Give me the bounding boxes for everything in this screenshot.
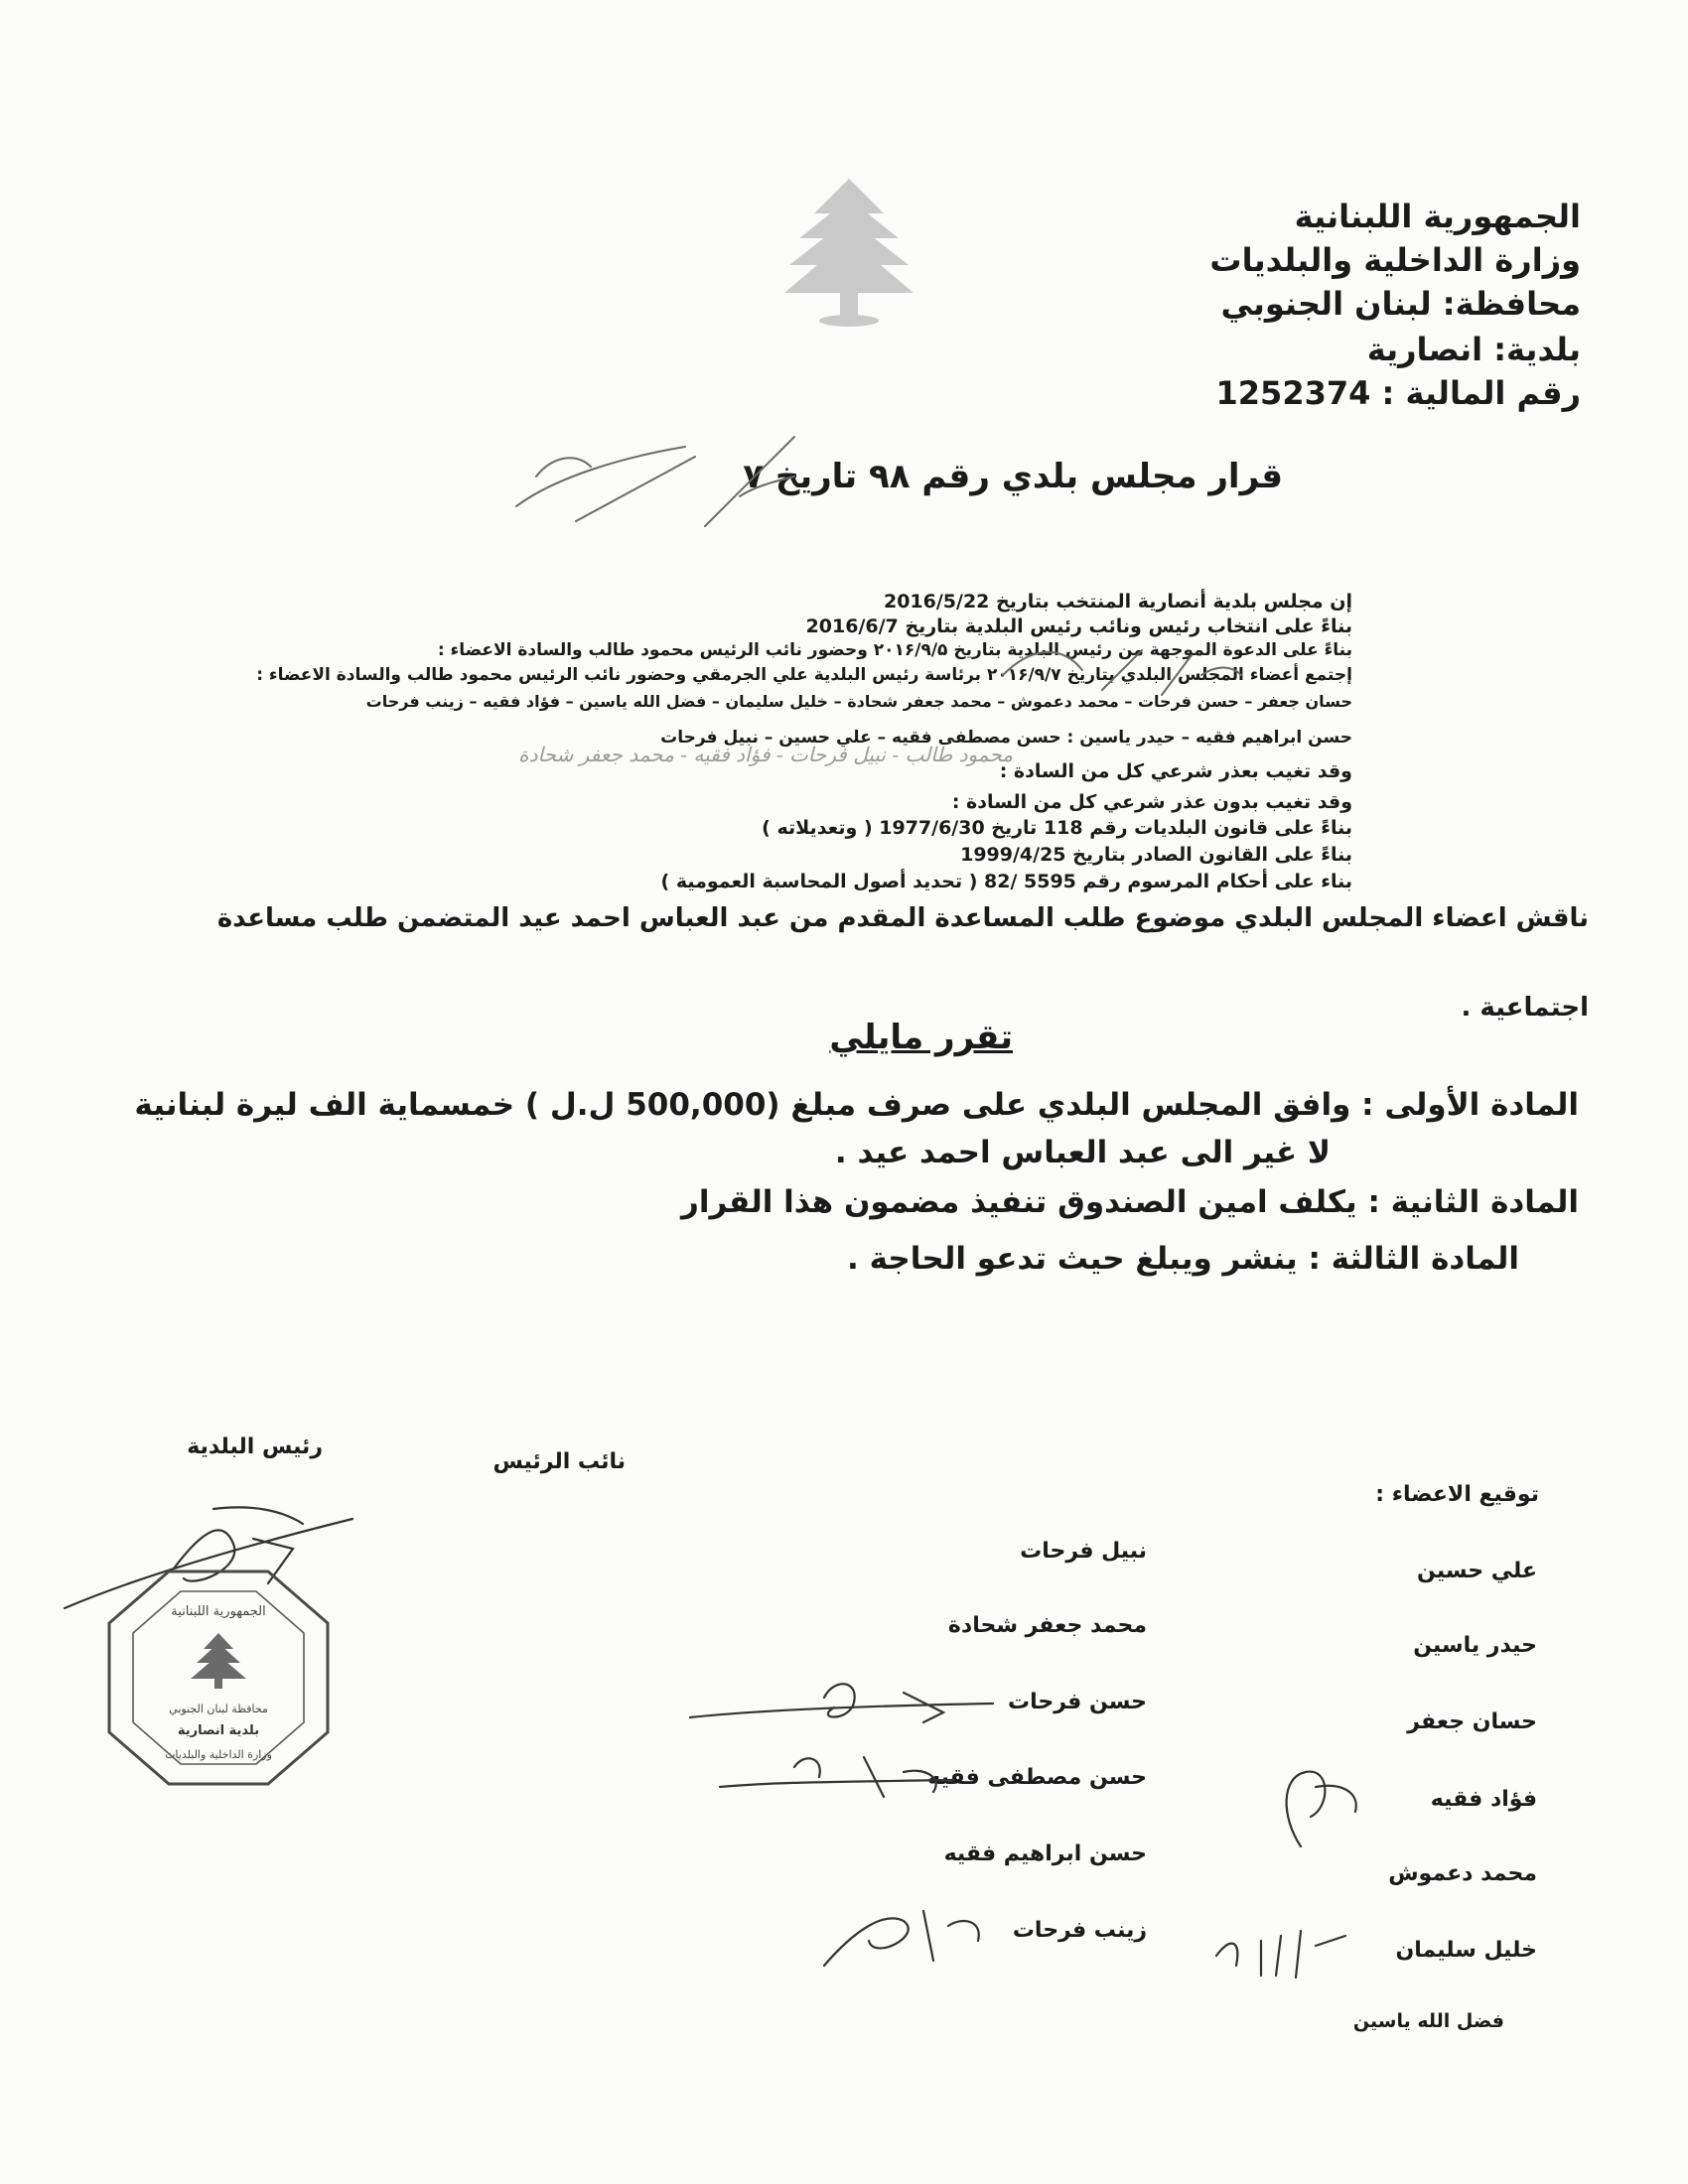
cedar-emblem-icon xyxy=(774,174,923,333)
signature-khalil-suleiman xyxy=(1206,1916,1365,1985)
signature-zainab-farhat xyxy=(814,1891,1003,1980)
member-name-left-2: محمد جعفر شحادة xyxy=(947,1613,1147,1638)
signature-hassan-mustafa xyxy=(715,1742,963,1812)
member-name-left-5: حسن ابراهيم فقيه xyxy=(943,1842,1147,1866)
preamble-line-5: حسان جعفر – حسن فرحات – محمد دعموش – محمد جعفر شحادة – خليل سليمان – فضل الله ياسين – فؤاد فقيه – زينب فرحات xyxy=(365,692,1352,711)
stamp-ministry-text: وزارة الداخلية والبلديات xyxy=(165,1748,272,1761)
article-second: المادة الثانية : يكلف امين الصندوق تنفيذ مضمون هذا القرار xyxy=(681,1184,1579,1220)
preamble-line-10: بناءً على القانون الصادر بتاريخ 1999/4/25 xyxy=(960,844,1352,866)
discussion-line-2: اجتماعية . xyxy=(1461,993,1589,1023)
preamble-line-6: حسن ابراهيم فقيه – حيدر ياسين : حسن مصطفى فقيه – علي حسين – نبيل فرحات xyxy=(660,728,1352,748)
preamble-line-8: وقد تغيب بدون عذر شرعي كل من السادة : xyxy=(951,791,1352,813)
preamble-line-2: بناءً على انتخاب رئيس ونائب رئيس البلدية بتاريخ 2016/6/7 xyxy=(805,615,1352,637)
signature-hassan-farhat xyxy=(685,1668,1003,1737)
stamp-seal-icon xyxy=(99,1564,338,1792)
preamble-line-11: بناء على أحكام المرسوم رقم 5595 /82 ( تحديد أصول المحاسبة العمومية ) xyxy=(660,871,1352,892)
header-republic: الجمهورية اللبنانية xyxy=(1294,198,1581,235)
handwritten-title-date xyxy=(496,417,814,536)
stamp-municipality-text: بلدية انصارية xyxy=(177,1723,260,1738)
preamble-line-3: بناءً على الدعوة الموجهة من رئيس البلدية بتاريخ ۲۰۱۶/۹/۵ وحضور نائب الرئيس محمود طالب والسادة الاعضاء : xyxy=(437,640,1352,660)
article-first: المادة الأولى : وافق المجلس البلدي على صرف مبلغ (500,000 ل.ل ) خمسماية الف ليرة لبنانية xyxy=(134,1087,1579,1123)
header-ministry: وزارة الداخلية والبلديات xyxy=(1209,241,1581,279)
members-label: توقيع الاعضاء : xyxy=(1375,1482,1539,1507)
signature-fouad-faqih xyxy=(1261,1757,1370,1856)
member-name-right-3: حسان جعفر xyxy=(1407,1709,1537,1734)
member-name-left-4: حسن مصطفى فقيه xyxy=(927,1765,1147,1790)
preamble-line-4: إجتمع أعضاء المجلس البلدي بتاريخ ۲۰۱۶/۹/۷ برئاسة رئيس البلدية علي الجرمقي وحضور نائب الرئيس محمود طالب والسادة الاعضاء : xyxy=(256,665,1352,685)
member-name-left-3: حسن فرحات xyxy=(1007,1690,1147,1714)
handwritten-absent-names: محمود طالب - نبيل فرحات - فؤاد فقيه - محمد جعفر شحادة xyxy=(518,743,1013,766)
preamble-line-1: إن مجلس بلدية أنصارية المنتخب بتاريخ 2016/5/22 xyxy=(883,591,1352,613)
decides-heading: تقرر مايلي xyxy=(829,1018,1013,1057)
member-name-right-2: حيدر ياسين xyxy=(1413,1633,1537,1658)
stamp-governorate-text: محافظة لبنان الجنوبي xyxy=(169,1703,268,1715)
member-name-left-1: نبيل فرحات xyxy=(1020,1539,1147,1564)
stamp-republic-text: الجمهورية اللبنانية xyxy=(171,1604,266,1619)
mayor-label: رئيس البلدية xyxy=(187,1434,323,1459)
member-name-right-7: فضل الله ياسين xyxy=(1352,2010,1504,2032)
deputy-label: نائب الرئيس xyxy=(492,1449,626,1474)
member-name-right-1: علي حسين xyxy=(1417,1559,1537,1583)
header-finance-number: رقم المالية : 1252374 xyxy=(1215,374,1581,412)
header-governorate: محافظة: لبنان الجنوبي xyxy=(1220,285,1581,323)
member-name-left-6: زينب فرحات xyxy=(1012,1918,1147,1943)
handwritten-body-date xyxy=(993,635,1251,715)
header-municipality: بلدية: انصارية xyxy=(1366,331,1581,368)
preamble-line-9: بناءً على قانون البلديات رقم 118 تاريخ 1977/6/30 ( وتعديلاته ) xyxy=(762,817,1352,839)
discussion-line-1: ناقش اعضاء المجلس البلدي موضوع طلب المساعدة المقدم من عبد العباس احمد عيد المتضمن طلب مساعدة xyxy=(216,903,1589,933)
member-name-right-6: خليل سليمان xyxy=(1395,1938,1537,1963)
decision-title: قرار مجلس بلدي رقم ۹۸ تاريخ ۷ xyxy=(743,457,1283,496)
member-name-right-5: محمد دعموش xyxy=(1388,1861,1537,1886)
preamble-line-7: وقد تغيب بعذر شرعي كل من السادة : xyxy=(999,760,1352,782)
article-third: المادة الثالثة : ينشر ويبلغ حيث تدعو الحاجة . xyxy=(847,1241,1519,1277)
member-name-right-4: فؤاد فقيه xyxy=(1430,1787,1537,1812)
article-first-continued: لا غير الى عبد العباس احمد عيد . xyxy=(834,1135,1331,1170)
